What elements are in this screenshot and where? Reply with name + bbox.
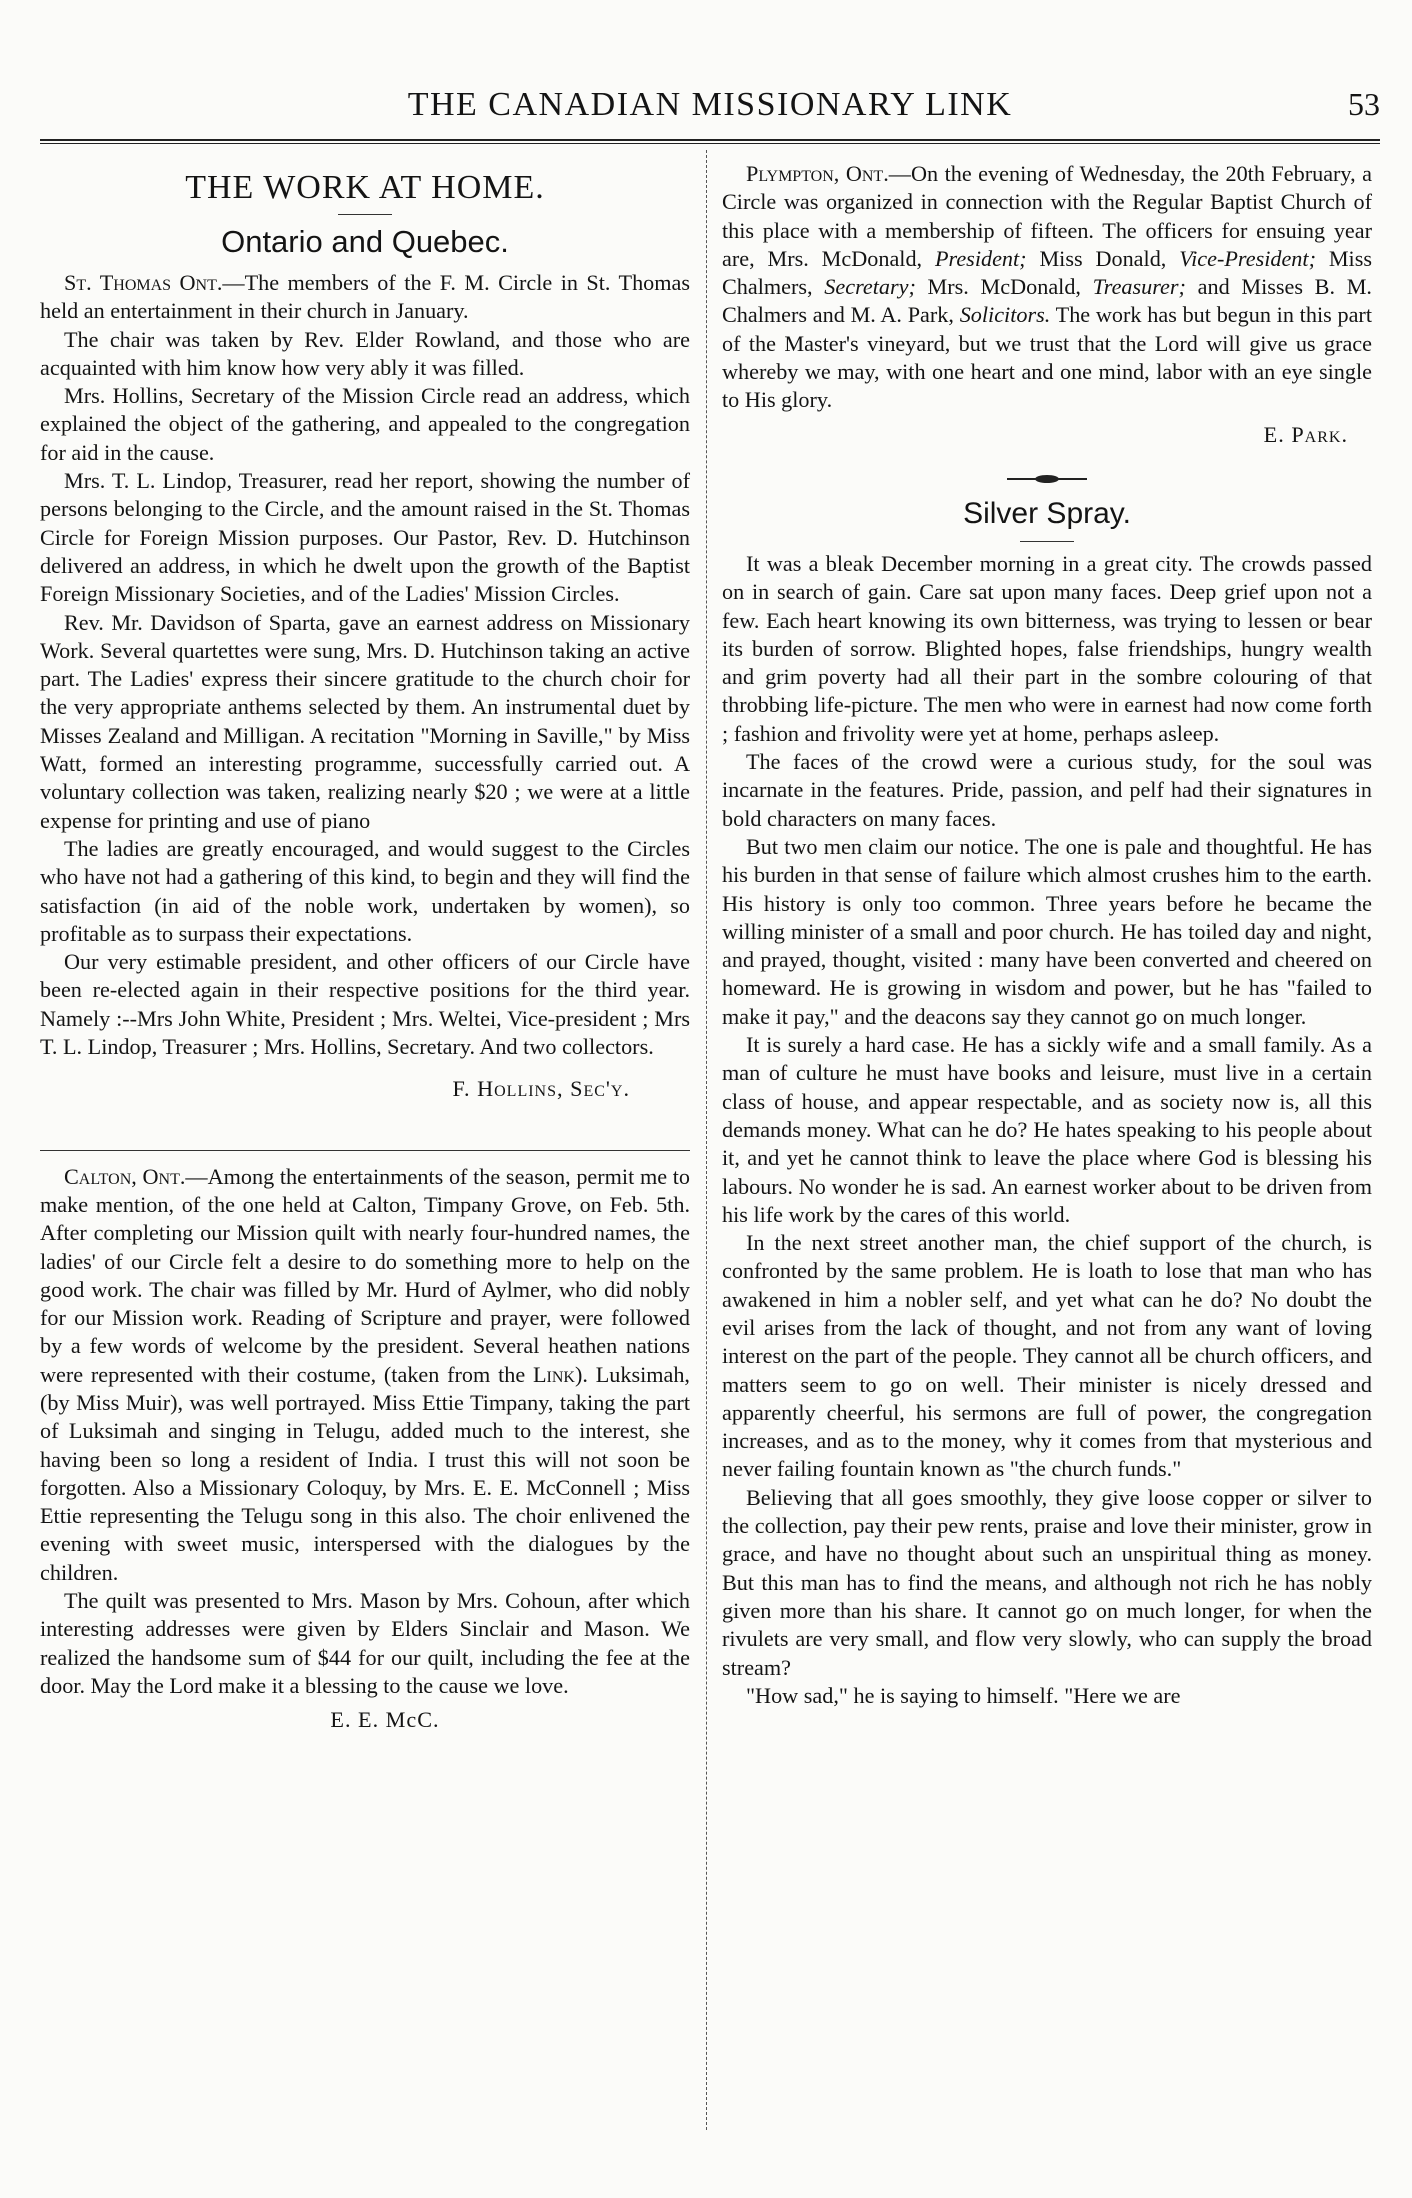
section-subheading: Ontario and Quebec. (221, 224, 509, 259)
right-column (722, 160, 1372, 1710)
role-solicitors: Solicitors. (959, 302, 1051, 328)
ornament-divider (1007, 475, 1087, 483)
signature: F. Hollins, Sec'y. (452, 1076, 630, 1102)
running-head (40, 86, 1380, 136)
section-heading: THE WORK AT HOME. (185, 169, 545, 206)
paragraph-text: —The members of the F. M. Circle in St. Thomas held an entertainment in their church in January. (40, 270, 691, 324)
role-secretary: Secretary; (824, 274, 916, 300)
paragraph-text: —Among the entertainments of the season, permit me to make mention, of the one held at Calton, Timpany Grove, on Feb. 5th. After completing our Mission quilt with nearly four-hundred names, the ladies' of our Circle felt a desire to do something more to help on the good work. The chair was filled by Mr. Hurd of Aylmer, who did nobly for our Mission work. Reading of Scripture and prayer, were followed by a few words of welcome by the president. Several heathen nations were represented with their costume, (taken from the (40, 1163, 690, 1387)
heading-rule (1020, 541, 1074, 542)
paragraph-text: The work has but begun in this part of the Master's vineyard, but we trust that the Lord will give us grace whereby we may, with one heart and one mind, labor with an eye single to His glory. (722, 302, 1372, 413)
signature: E. Park. (1263, 421, 1348, 447)
report-paragraph (722, 160, 1372, 415)
report-plympton (722, 160, 1372, 449)
journal-name: Link (532, 1361, 575, 1387)
article-paragraph: Believing that all goes smoothly, they give loose copper or silver to the collection, pay their pew rents, praise and love their minister, grow in grace, and have no thought about such an unspiritual thing as money. But this man has to find the means, and although not rich he has nobly given more than his share. It cannot go on much longer, for when the rivulets are very small, and flow very slowly, who can supply the broad stream? (722, 1484, 1372, 1680)
report-paragraph: Our very estimable president, and other officers of our Circle have been re-elected again in their respective positions for the third year. Namely :--Mrs John White, President ; Mrs. Weltei, Vice-president ; Mrs T. L. Lindop, Treasurer ; Mrs. Hollins, Secretary. And two collectors. (40, 949, 690, 1060)
role-president: President; (934, 245, 1027, 271)
article-paragraph: But two men claim our notice. The one is pale and thoughtful. He has his burden in that sense of failure which almost crushes him to the earth. His history is only too common. Three years before he became the willing minister of a small and poor church. He has toiled day and night, and prayed, thought, visited : many have been converted and cheered on homeward. He is growing in wisdom and power, but he has "failed to make it pay," and the deacons say they cannot go on much longer. (722, 833, 1372, 1029)
article-paragraph: It was a bleak December morning in a great city. The crowds passed on in search of gain. Care sat upon many faces. Deep grief upon not a few. Each heart knowing its own bitterness, was trying to lessen or bear its burden of sorrow. Blighted hopes, false friendships, hungry wealth and grim poverty had all their part in the sombre colouring of that throbbing life-picture. The men who were in earnest had now come forth ; fashion and frivolity were yet at home, perhaps asleep. (722, 550, 1372, 746)
report-place: Calton, Ont. (64, 1163, 186, 1189)
header-rule (40, 139, 1380, 144)
paragraph-text: Miss Donald, (1026, 245, 1180, 271)
report-place: Plympton, Ont. (746, 161, 889, 186)
journal-title: THE CANADIAN MISSIONARY LINK (407, 86, 1013, 123)
paragraph-text: Mrs. McDonald, (915, 274, 1093, 300)
paragraph-text: —On the evening of Wednesday, the 20th February, a Circle was organized in connection with the Regular Baptist Church of this place with a membership of fifteen. The officers for ensuing year are, Mrs. McDonald, (722, 161, 1372, 271)
paragraph-text: and Misses B. M. Chalmers and M. A. Park, (722, 274, 1372, 328)
report-st-thomas (40, 269, 690, 1104)
report-paragraph (40, 269, 690, 326)
report-paragraph (40, 1163, 690, 1587)
report-calton (40, 1163, 690, 1735)
report-paragraph: Mrs. T. L. Lindop, Treasurer, read her report, showing the number of persons belonging to the Circle, and the amount raised in the St. Thomas Circle for Foreign Mission purposes. Our Pastor, Rev. D. Hutchinson delivered an address, in which he dwelt upon the growth of the Baptist Foreign Missionary Societies, and of the Ladies' Mission Circles. (40, 468, 690, 607)
section-separator (40, 1150, 690, 1151)
article-paragraph: The faces of the crowd were a curious study, for the soul was incarnate in the features. Pride, passion, and pelf had their signatures in bold characters on many faces. (722, 749, 1372, 831)
page-number: 53 (1348, 86, 1380, 122)
article-silver-spray (722, 550, 1372, 1710)
role-vice-president: Vice-President; (1179, 245, 1316, 271)
paragraph-text: ). Luksimah, (by Miss Muir), was well portrayed. Miss Ettie Timpany, taking the part of Luksimah and singing in Telugu, added much to the interest, she having been so long a resident of India. I trust this will not soon be forgotten. Also a Missionary Coloquy, by Mrs. E. E. McConnell ; Miss Ettie representing the Telugu song in this also. The choir enlivened the evening with sweet music, interspersed with the dialogues by the children. (40, 1361, 690, 1585)
article-title: Silver Spray. (963, 496, 1131, 530)
article-paragraph: It is surely a hard case. He has a sickly wife and a small family. As a man of culture he must have books and leisure, must live in a certain class of house, and appear respectable, and as society now is, all this demands money. What can he do? He hates speaking to his people about it, and yet he cannot think to leave the place where God is blessing his labours. No wonder he is sad. An earnest worker about to be driven from his life work by the cares of this world. (722, 1032, 1372, 1227)
report-paragraph: The ladies are greatly encouraged, and would suggest to the Circles who have not had a gathering of this kind, to begin and they will find the satisfaction (in aid of the noble work, undertaken by women), so profitable as to surpass their expectations. (40, 835, 690, 946)
paragraph-text: Miss Chalmers, (722, 245, 1372, 300)
heading-rule (338, 214, 392, 215)
signature: E. E. McC. (330, 1707, 440, 1733)
report-paragraph: The chair was taken by Rev. Elder Rowland, and those who are acquainted with him know how very ably it was filled. (40, 326, 690, 380)
left-column (40, 160, 690, 1743)
report-paragraph: Mrs. Hollins, Secretary of the Mission Circle read an address, which explained the object of the gathering, and appealed to the congregation for aid in the cause. (40, 383, 690, 465)
article-paragraph: "How sad," he is saying to himself. "Here we are (746, 1682, 1181, 1708)
report-place: St. Thomas Ont. (64, 270, 223, 295)
role-treasurer: Treasurer; (1092, 274, 1186, 300)
article-paragraph: In the next street another man, the chief support of the church, is confronted by the same problem. He is loath to lose that man who has awakened in him a nobler self, and yet what can he do? No doubt the evil arises from the lack of thought, and not from any want of loving interest on the part of the people. They cannot all be church officers, and matters seem to go on well. Their minister is nicely dressed and apparently cheerful, his sermons are full of power, the congregation increases, and as to the money, why it comes from that mysterious and never failing fountain known as "the church funds." (722, 1230, 1372, 1482)
report-paragraph: The quilt was presented to Mrs. Mason by Mrs. Cohoun, after which interesting addresses were given by Elders Sinclair and Mason. We realized the handsome sum of $44 for our quilt, including the fee at the door. May the Lord make it a blessing to the cause we love. (40, 1588, 690, 1698)
report-paragraph: Rev. Mr. Davidson of Sparta, gave an earnest address on Missionary Work. Several quartettes were sung, Mrs. D. Hutchinson taking an active part. The Ladies' express their sincere gratitude to the church choir for the very appropriate anthems selected by them. An instrumental duet by Misses Zealand and Milligan. A recitation "Morning in Saville," by Miss Watt, formed an interesting programme, successfully carried out. A voluntary collection was taken, realizing nearly $20 ; we were at a little expense for printing and use of piano (40, 609, 690, 833)
column-divider (706, 150, 707, 2130)
